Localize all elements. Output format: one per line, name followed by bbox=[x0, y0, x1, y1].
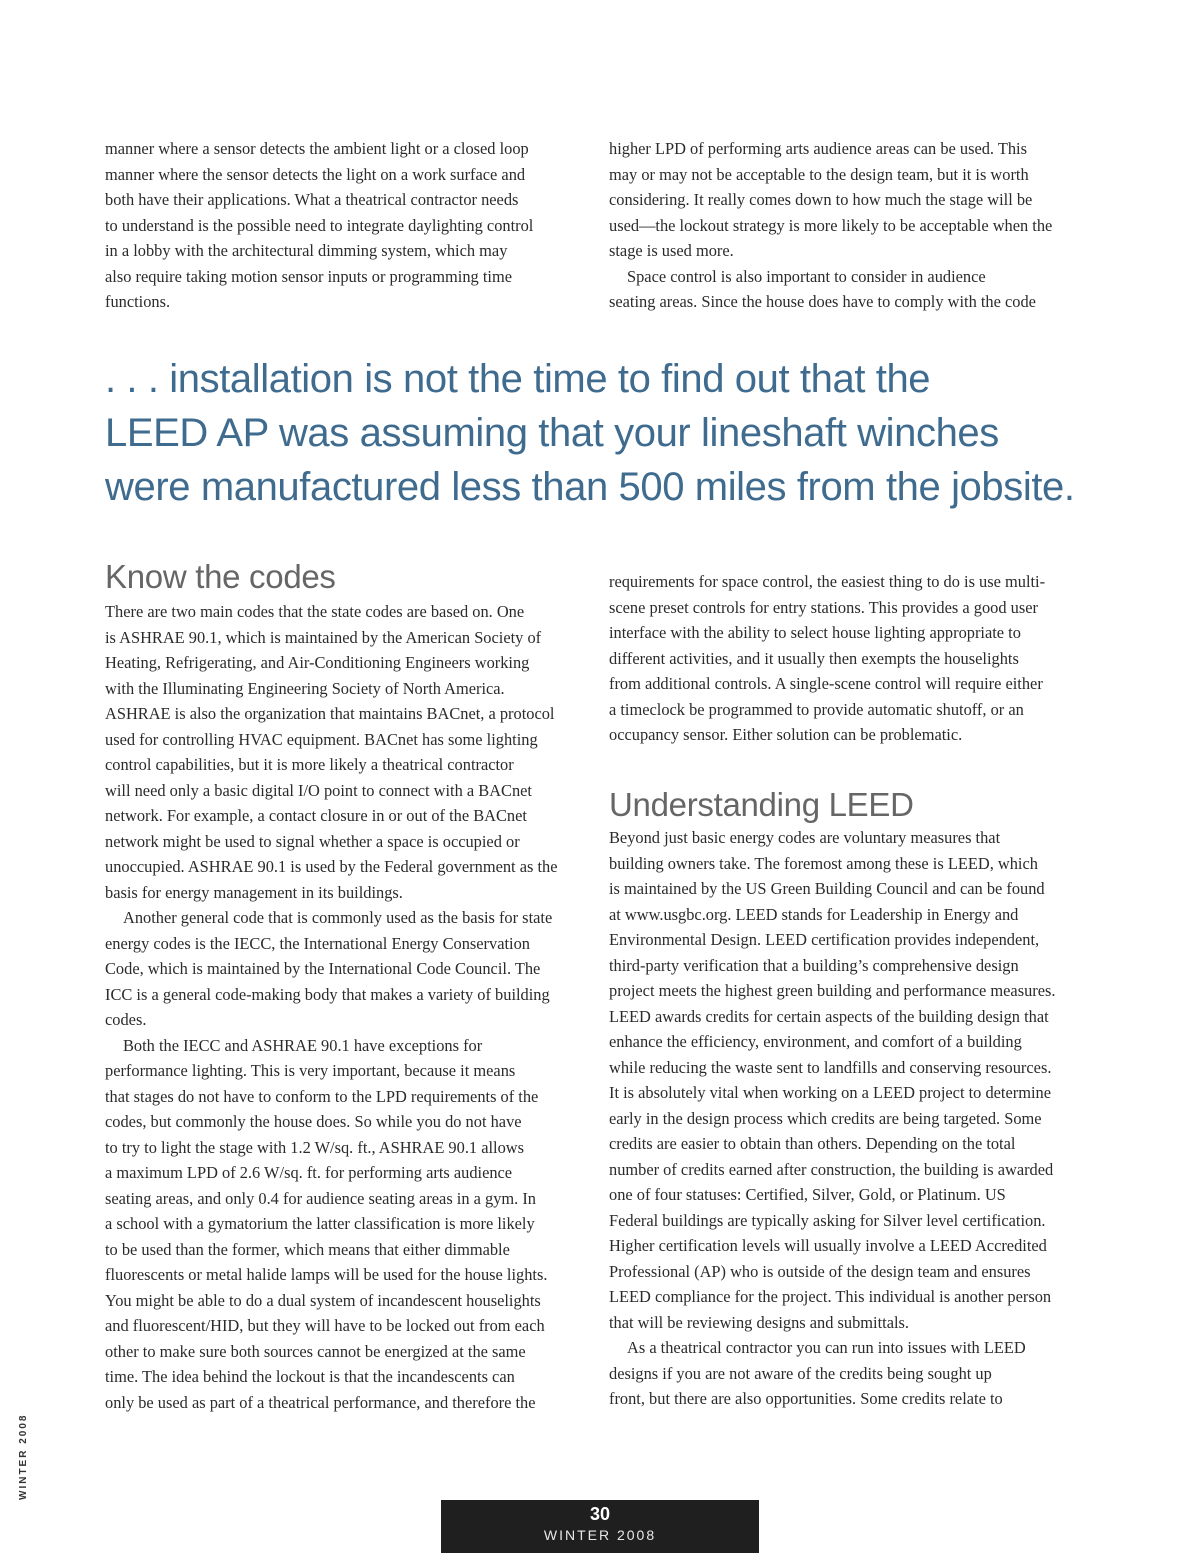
top-left-column bbox=[105, 136, 587, 315]
body-line: may or may not be acceptable to the design team, but it is worth bbox=[609, 164, 1029, 184]
pull-quote-line: were manufactured less than 500 miles from the jobsite. bbox=[105, 465, 1075, 509]
pull-quote-line: . . . installation is not the time to find out that the bbox=[105, 357, 931, 401]
body-line: other to make sure both sources cannot be energized at the same bbox=[105, 1341, 526, 1361]
body-line: credits are easier to obtain than others. Depending on the total bbox=[609, 1134, 1016, 1153]
body-line: different activities, and it usually then exempts the houselights bbox=[609, 648, 1019, 668]
body-line: manner where a sensor detects the ambient light or a closed loop bbox=[105, 139, 529, 158]
section-heading: Understanding LEED bbox=[609, 786, 914, 823]
body-line: to try to light the stage with 1.2 W/sq. ft., ASHRAE 90.1 allows bbox=[105, 1137, 525, 1157]
body-line: interface with the ability to select house lighting appropriate to bbox=[609, 623, 1021, 642]
body-line: a school with a gymatorium the latter classification is more likely bbox=[105, 1214, 535, 1233]
pull-quote bbox=[105, 352, 1105, 514]
body-line: building owners take. The foremost among these is LEED, which bbox=[609, 853, 1038, 873]
body-line: in a lobby with the architectural dimming system, which may bbox=[105, 241, 508, 260]
body-line: LEED compliance for the project. This individual is another person bbox=[609, 1287, 1052, 1306]
body-line: from additional controls. A single-scene control will require either bbox=[609, 674, 1043, 693]
body-line: ICC is a general code-making body that makes a variety of building bbox=[105, 984, 550, 1004]
body-line: will need only a basic digital I/O point to connect with a BACnet bbox=[105, 780, 532, 800]
body-line: requirements for space control, the easiest thing to do is use multi- bbox=[609, 572, 1046, 591]
body-line: early in the design process which credits are being targeted. Some bbox=[609, 1108, 1042, 1128]
body-line: seating areas. Since the house does have to comply with the code bbox=[609, 292, 1036, 311]
side-issue-label: WINTER 2008 bbox=[18, 1413, 29, 1500]
body-line: is maintained by the US Green Building Council and can be found bbox=[609, 879, 1045, 898]
body-line: enhance the efficiency, environment, and comfort of a building bbox=[609, 1032, 1022, 1051]
body-line: project meets the highest green building and performance measures. bbox=[609, 981, 1056, 1000]
body-line: Beyond just basic energy codes are voluntary measures that bbox=[609, 828, 1001, 847]
body-line: LEED awards credits for certain aspects of the building design that bbox=[609, 1006, 1049, 1026]
body-line: You might be able to do a dual system of incandescent houselights bbox=[105, 1290, 541, 1310]
body-line: scene preset controls for entry stations. This provides a good user bbox=[609, 597, 1038, 617]
body-line: only be used as part of a theatrical performance, and therefore the bbox=[105, 1392, 536, 1412]
body-line: is ASHRAE 90.1, which is maintained by the American Society of bbox=[105, 627, 542, 647]
body-line: ASHRAE is also the organization that maintains BACnet, a protocol bbox=[105, 704, 555, 723]
pull-quote-line: LEED AP was assuming that your lineshaft winches bbox=[105, 411, 999, 455]
body-line: with the Illuminating Engineering Society of North America. bbox=[105, 678, 505, 698]
body-line: fluorescents or metal halide lamps will be used for the house lights. bbox=[105, 1265, 548, 1284]
body-line: stage is used more. bbox=[609, 241, 734, 260]
body-line: time. The idea behind the lockout is that the incandescents can bbox=[105, 1367, 515, 1386]
body-line: and fluorescent/HID, but they will have to be locked out from each bbox=[105, 1316, 545, 1335]
issue-label: WINTER 2008 bbox=[543, 1527, 657, 1543]
body-line: unoccupied. ASHRAE 90.1 is used by the Federal government as the bbox=[105, 857, 558, 876]
body-line: Environmental Design. LEED certification provides independent, bbox=[609, 930, 1040, 949]
section-heading: Know the codes bbox=[105, 558, 336, 595]
body-line: seating areas, and only 0.4 for audience seating areas in a gym. In bbox=[105, 1188, 537, 1208]
body-line: one of four statuses: Certified, Silver, Gold, or Platinum. US bbox=[609, 1185, 1006, 1204]
body-line: designs if you are not aware of the credits being sought up bbox=[609, 1363, 992, 1383]
body-line: to understand is the possible need to integrate daylighting control bbox=[105, 215, 534, 235]
body-line: Both the IECC and ASHRAE 90.1 have exceptions for bbox=[123, 1035, 483, 1055]
body-line: network might be used to signal whether a space is occupied or bbox=[105, 831, 520, 851]
body-line: used—the lockout strategy is more likely to be acceptable when the bbox=[609, 215, 1053, 235]
body-line: Space control is also important to consider in audience bbox=[627, 266, 986, 286]
body-line: number of credits earned after construction, the building is awarded bbox=[609, 1159, 1054, 1179]
section-know-the-codes bbox=[105, 557, 587, 1415]
body-line: at www.usgbc.org. LEED stands for Leadership in Energy and bbox=[609, 904, 1019, 924]
body-line: Higher certification levels will usually involve a LEED Accredited bbox=[609, 1236, 1047, 1255]
body-line: a maximum LPD of 2.6 W/sq. ft. for performing arts audience bbox=[105, 1163, 513, 1182]
body-line: codes. bbox=[105, 1010, 147, 1029]
body-line: Heating, Refrigerating, and Air-Conditioning Engineers working bbox=[105, 653, 530, 672]
body-line: Federal buildings are typically asking for Silver level certification. bbox=[609, 1210, 1046, 1230]
body-line: that will be reviewing designs and submittals. bbox=[609, 1312, 909, 1332]
body-line: network. For example, a contact closure in or out of the BACnet bbox=[105, 806, 527, 825]
top-right-column bbox=[609, 136, 1091, 315]
body-line: that stages do not have to conform to the LPD requirements of the bbox=[105, 1086, 539, 1106]
body-line: considering. It really comes down to how much the stage will be bbox=[609, 190, 1033, 209]
body-line: a timeclock be programmed to provide automatic shutoff, or an bbox=[609, 699, 1024, 719]
body-line: to be used than the former, which means that either dimmable bbox=[105, 1239, 510, 1259]
body-line: used for controlling HVAC equipment. BACnet has some lighting bbox=[105, 729, 538, 749]
section-understanding-leed bbox=[609, 785, 1091, 1412]
body-line: control capabilities, but it is more likely a theatrical contractor bbox=[105, 755, 514, 774]
body-line: higher LPD of performing arts audience areas can be used. This bbox=[609, 139, 1027, 158]
body-line: Another general code that is commonly used as the basis for state bbox=[123, 908, 553, 927]
body-line: There are two main codes that the state codes are based on. One bbox=[105, 602, 525, 621]
right-column-continuation bbox=[609, 569, 1091, 748]
body-line: both have their applications. What a theatrical contractor needs bbox=[105, 190, 519, 209]
body-line: Professional (AP) who is outside of the design team and ensures bbox=[609, 1261, 1031, 1281]
body-line: third-party verification that a building’s comprehensive design bbox=[609, 955, 1019, 975]
page-number: 30 bbox=[589, 1504, 611, 1524]
body-line: energy codes is the IECC, the International Energy Conservation bbox=[105, 933, 530, 953]
body-line: codes, but commonly the house does. So while you do not have bbox=[105, 1112, 522, 1131]
body-line: It is absolutely vital when working on a LEED project to determine bbox=[609, 1083, 1051, 1102]
body-line: As a theatrical contractor you can run into issues with LEED bbox=[627, 1338, 1026, 1357]
body-line: functions. bbox=[105, 292, 171, 311]
body-line: also require taking motion sensor inputs or programming time bbox=[105, 266, 512, 286]
body-line: while reducing the waste sent to landfills and conserving resources. bbox=[609, 1057, 1052, 1077]
body-line: performance lighting. This is very important, because it means bbox=[105, 1061, 516, 1080]
body-line: occupancy sensor. Either solution can be problematic. bbox=[609, 725, 963, 744]
body-line: manner where the sensor detects the light on a work surface and bbox=[105, 164, 526, 184]
body-line: front, but there are also opportunities. Some credits relate to bbox=[609, 1389, 1003, 1408]
body-line: Code, which is maintained by the International Code Council. The bbox=[105, 959, 541, 978]
page-folio bbox=[441, 1500, 759, 1553]
body-line: basis for energy management in its buildings. bbox=[105, 882, 403, 902]
